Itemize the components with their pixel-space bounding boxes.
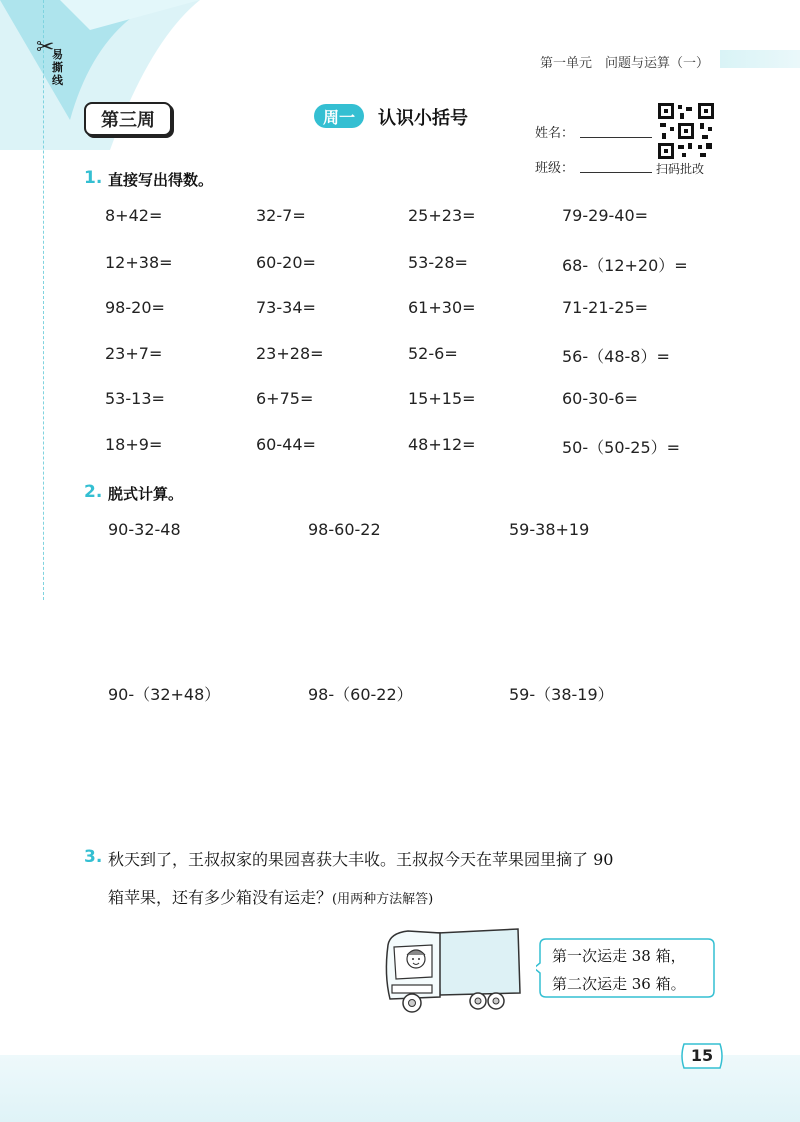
q1-expression: 53-13= (105, 389, 165, 408)
q1-expression: 32-7= (256, 206, 306, 225)
page-number: 15 (690, 1046, 714, 1065)
question-1-title: 直接写出得数。 (108, 171, 214, 189)
q1-expression: 73-34= (256, 298, 316, 317)
lesson-title: 认识小括号 (378, 108, 468, 129)
q1-expression: 12+38= (105, 253, 173, 272)
q1-expression: 8+42= (105, 206, 163, 225)
q1-expression: 71-21-25= (562, 298, 649, 317)
scissors-icon: ✂ (36, 35, 55, 60)
q1-expression: 52-6= (408, 344, 458, 363)
q2-expression: 59-（38-19） (509, 685, 614, 704)
bubble-line-1: 第一次运走 38 箱， (552, 947, 686, 965)
question-3-number: 3. (84, 847, 103, 867)
question-2-number: 2. (84, 482, 103, 502)
q2-expression: 90-（32+48） (108, 685, 221, 704)
week-badge: 第三周 (84, 102, 172, 136)
q2-expression: 98-60-22 (308, 520, 381, 539)
q1-expression: 79-29-40= (562, 206, 649, 225)
q1-expression: 50-（50-25）= (562, 438, 681, 457)
class-label: 班级： (535, 161, 575, 176)
class-field[interactable] (580, 172, 652, 173)
question-3-text: 箱苹果，还有多少箱没有运走？ (108, 888, 333, 907)
q1-expression: 60-30-6= (562, 389, 638, 408)
truck-driver-illustration (378, 915, 528, 1017)
tear-label: 易撕线 (52, 48, 63, 87)
question-2-title: 脱式计算。 (108, 485, 184, 503)
q1-expression: 61+30= (408, 298, 476, 317)
day-badge: 周一 (314, 104, 364, 128)
q1-expression: 53-28= (408, 253, 468, 272)
q1-expression: 48+12= (408, 435, 476, 454)
q1-expression: 60-20= (256, 253, 316, 272)
q1-expression: 25+23= (408, 206, 476, 225)
bubble-line-2: 第二次运走 36 箱。 (552, 975, 686, 993)
q2-expression: 59-38+19 (509, 520, 590, 539)
tear-line (43, 0, 44, 600)
q1-expression: 18+9= (105, 435, 163, 454)
question-1-number: 1. (84, 168, 103, 188)
q2-expression: 90-32-48 (108, 520, 181, 539)
q2-expression: 98-（60-22） (308, 685, 413, 704)
q1-expression: 56-（48-8）= (562, 347, 670, 366)
name-field[interactable] (580, 137, 652, 138)
qr-code-icon[interactable] (658, 103, 714, 159)
q1-expression: 68-（12+20）= (562, 256, 688, 275)
q1-expression: 23+28= (256, 344, 324, 363)
q1-expression: 23+7= (105, 344, 163, 363)
q1-expression: 15+15= (408, 389, 476, 408)
q1-expression: 60-44= (256, 435, 316, 454)
question-3-line-2 (108, 885, 433, 908)
q1-expression: 6+75= (256, 389, 314, 408)
q1-expression: 98-20= (105, 298, 165, 317)
question-3-note: (用两种方法解答) (332, 892, 434, 907)
question-3-line-1: 秋天到了，王叔叔家的果园喜获大丰收。王叔叔今天在苹果园里摘了 90 (108, 850, 614, 869)
unit-title: 第一单元 问题与运算（一） (540, 56, 710, 71)
name-label: 姓名： (535, 126, 575, 141)
qr-caption: 扫码批改 (656, 162, 705, 176)
unit-bar (720, 50, 800, 68)
